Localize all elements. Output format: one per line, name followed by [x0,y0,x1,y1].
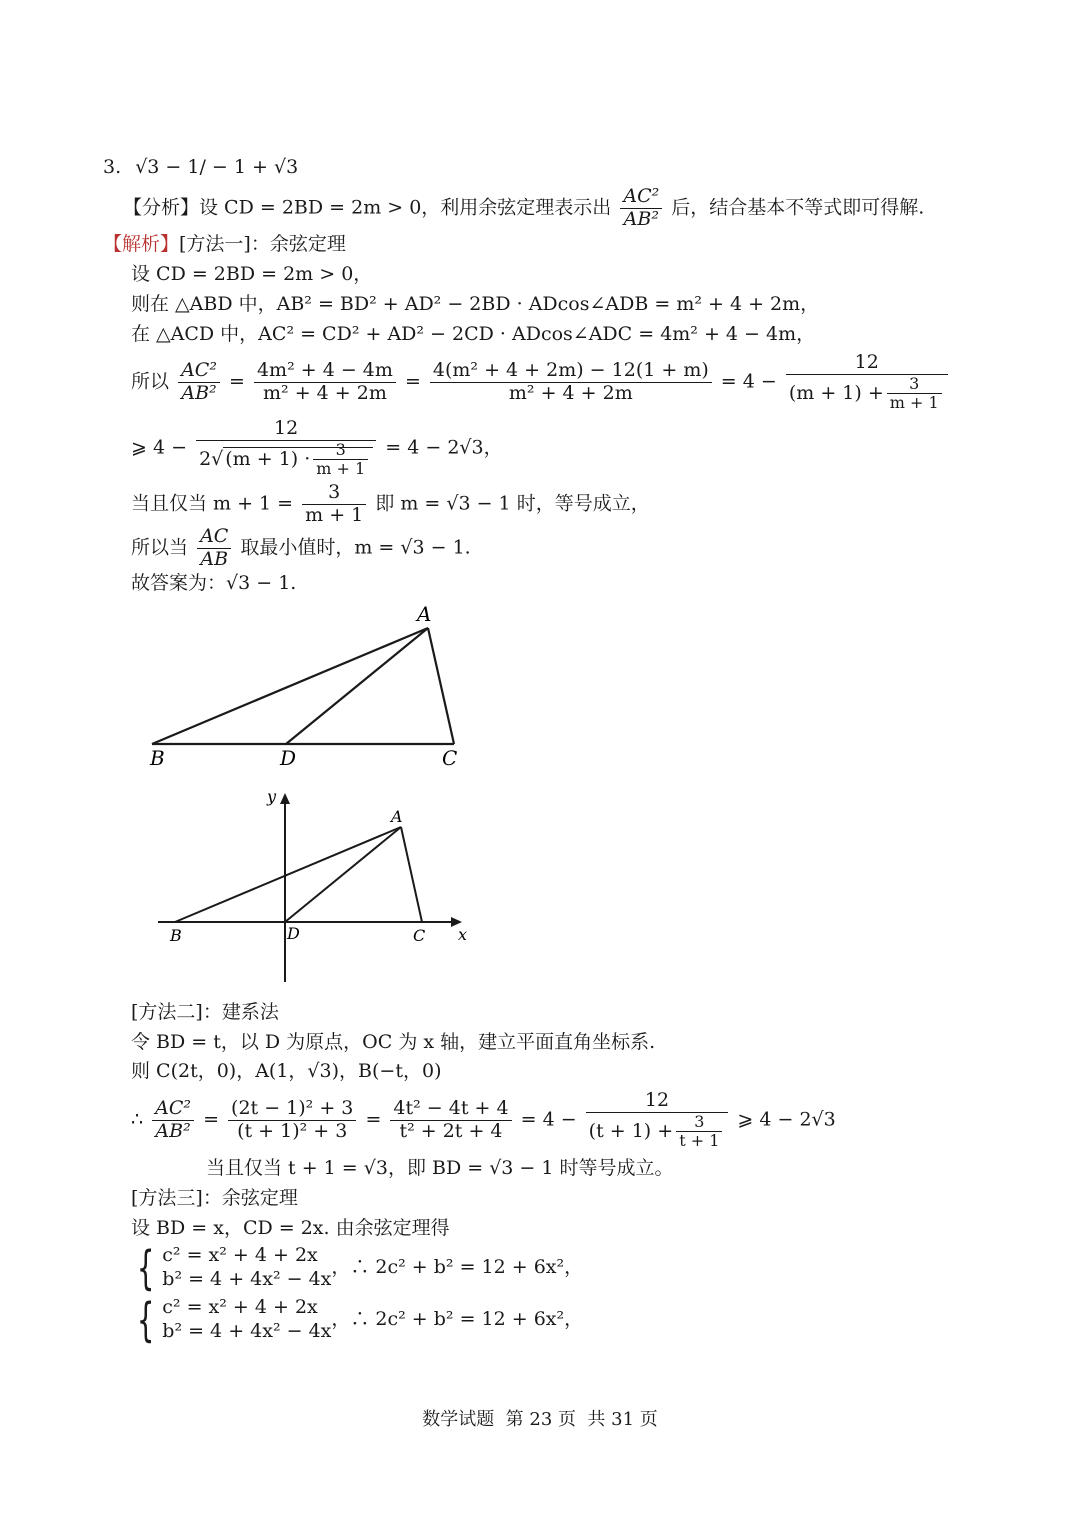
method3-system-1 [131,1240,584,1295]
line-text-b: 取最小值时，m = √3 − 1. [240,536,471,559]
fraction-denominator [586,1113,729,1151]
side-ac [401,827,422,922]
fraction [302,482,366,527]
fraction-numerator: 3 [676,1113,722,1132]
label-d: D [287,924,300,943]
fraction [586,1090,729,1151]
label-c: C [442,746,458,770]
fraction [430,360,712,405]
line-text-a: 所以当 [131,536,189,559]
fraction-numerator: 12 [786,352,948,375]
method1-line-1: 设 CD = 2BD = 2m > 0， [131,263,373,285]
side-ab [152,628,428,744]
label-b: B [170,926,182,945]
method3-line-1: 设 BD = x，CD = 2x. 由余弦定理得 [131,1217,450,1239]
fraction [196,418,376,479]
segment-ad [285,827,401,922]
case-line: b² = 4 + 4x² − 4x [162,1319,332,1342]
line-suffix: ⩾ 4 − 2√3 [737,1108,836,1131]
denominator-text: (m + 1) · [225,447,311,470]
fraction [254,360,396,405]
fraction-numerator: (2t − 1)² + 3 [228,1098,356,1121]
fraction-numerator: 3 [887,375,942,394]
case-line: c² = x² + 4 + 2x [162,1244,318,1266]
method2-line-1: 令 BD = t，以 D 为原点，OC 为 x 轴，建立平面直角坐标系. [131,1031,656,1053]
method1-line-8: 故答案为：√3 − 1. [131,572,297,594]
fraction-denominator: AB [200,547,229,570]
left-brace: { [136,1240,155,1295]
fraction-denominator: t² + 2t + 4 [399,1119,503,1142]
method2-line-2: 则 C(2t，0)，A(1，√3)，B(−t，0) [131,1060,442,1082]
label-a: A [417,602,432,626]
fraction-denominator [786,375,948,413]
fraction [228,1098,356,1143]
fraction-denominator: AB² [155,1119,191,1142]
fraction-numerator: 12 [196,418,376,441]
fraction-numerator: 4(m² + 4 + 2m) − 12(1 + m) [430,360,712,383]
fraction-denominator: AB² [623,207,659,230]
coordinate-figure [150,785,480,990]
equals-text: = 4 − [720,370,777,393]
problem-number: 3. [103,156,122,178]
fraction-denominator: (t + 1)² + 3 [237,1119,348,1142]
analysis-label: 【分析】 [123,196,200,219]
method1-line-3: 在 △ACD 中，AC² = CD² + AD² − 2CD · ADcos∠ADC = 4m² + 4 − 4m， [131,323,816,345]
fraction-denominator: m² + 4 + 2m [263,381,387,404]
equation-cases [162,1244,331,1292]
method1-line-7 [131,526,471,571]
solution-label: 【解析】 [103,233,180,255]
label-y: y [267,787,277,806]
fraction [152,1098,194,1143]
method1-title: [方法一]：余弦定理 [179,233,346,255]
method3-title: [方法三]：余弦定理 [131,1187,298,1209]
side-ac [428,628,454,744]
method1-line-2: 则在 △ABD 中，AB² = BD² + AD² − 2BD · ADcos∠ADB = m² + 4 + 2m， [131,293,820,315]
triangle-figure [140,600,480,775]
side-ab [175,827,401,922]
fraction-denominator: m² + 4 + 2m [508,381,633,404]
line-text-a: 当且仅当 m + 1 = [131,492,294,515]
system-result: ，∴ 2c² + b² = 12 + 6x²， [331,1307,584,1330]
method2-title: [方法二]：建系法 [131,1001,279,1023]
nested-fraction [676,1113,722,1151]
fraction [786,352,948,413]
solution-header [103,234,346,255]
fraction [197,526,231,571]
fraction-numerator: AC² [178,360,220,383]
page-footer: 数学试题 第 23 页 共 31 页 [422,1409,658,1430]
line-prefix: ∴ [131,1108,144,1131]
nested-fraction [313,441,368,479]
fraction-numerator: AC [197,526,231,549]
fraction-denominator: AB² [181,381,217,404]
method2-line-4: 当且仅当 t + 1 = √3，即 BD = √3 − 1 时等号成立。 [206,1157,674,1179]
analysis-text-b: 后，结合基本不等式即可得解. [671,196,925,219]
label-d: D [280,746,297,770]
fraction-numerator: 3 [313,441,368,460]
label-c: C [413,926,426,945]
method1-line-5 [131,418,503,479]
line-prefix: ⩾ 4 − [131,436,188,459]
label-a: A [391,807,403,826]
problem-answer-line [103,157,298,178]
line-text-b: 即 m = √3 − 1 时，等号成立， [375,492,650,515]
method3-system-2 [131,1292,584,1347]
fraction-numerator: 4t² − 4t + 4 [390,1098,511,1121]
method1-line-6 [131,482,650,527]
fraction-numerator: 3 [302,482,366,505]
line-suffix: = 4 − 2√3， [385,436,503,459]
analysis-line [123,186,924,231]
equation-cases [162,1296,331,1344]
problem-answer: √3 − 1/ − 1 + √3 [135,156,299,178]
fraction-denominator: m + 1 [316,459,366,479]
denominator-text: (m + 1) + [788,381,884,404]
label-b: B [150,746,165,770]
sqrt-sign: 2√ [199,447,224,470]
analysis-text-a: 设 CD = 2BD = 2m > 0，利用余弦定理表示出 [199,196,612,219]
fraction-numerator: AC² [152,1098,194,1121]
fraction [390,1098,511,1143]
method2-line-3: ∴ $\frac{\text{AC²}}{\text{AB²}}$ = $\frac{\text{(2t − 1)² + 3}}{\text{(t + 1)² + 3}}$ = $\frac{\text{4t² − 4t + 4}}{\text{t² + 2t + 4}}$ = 4 − 12 (t + 1) + $\frac{3}{t + 1}$ ⩾ 4 − 2√3 [131,1089,836,1151]
case-line: c² = x² + 4 + 2x [162,1296,318,1318]
sqrt-body [223,439,373,479]
nested-fraction [887,375,942,413]
line-prefix: 所以 [131,370,170,393]
fraction-numerator: 12 [586,1090,729,1113]
segment-ad [286,628,428,744]
y-axis-arrow-icon [280,793,290,804]
fraction [178,360,220,405]
fraction-numerator: AC² [620,186,662,209]
fraction-denominator: t + 1 [679,1131,720,1151]
equals-text: = 4 − [520,1108,577,1131]
fraction-denominator [196,441,376,479]
fraction-denominator: m + 1 [305,503,364,526]
denominator-text: (t + 1) + [588,1119,674,1142]
case-line: b² = 4 + 4x² − 4x [162,1267,332,1290]
fraction-numerator: 4m² + 4 − 4m [254,360,396,383]
method1-line-4: 所以 $\frac{\text{AC²}}{\text{AB²}}$ = $\frac{\text{4m² + 4 − 4m}}{\text{m² + 4 + 2m}}$ = $\frac{\text{4(m² + 4 + 2m) − 12(1 + m)}}{\text{m² + 4 + 2m}}$ = 4 − 12 (m + 1) + $\frac{3}{m + 1}$ [131,352,951,413]
fraction-denominator: m + 1 [889,393,939,413]
system-result: ，∴ 2c² + b² = 12 + 6x²， [331,1255,584,1278]
left-brace: { [136,1292,155,1347]
label-x: x [458,925,468,944]
analysis-fraction [620,186,662,231]
